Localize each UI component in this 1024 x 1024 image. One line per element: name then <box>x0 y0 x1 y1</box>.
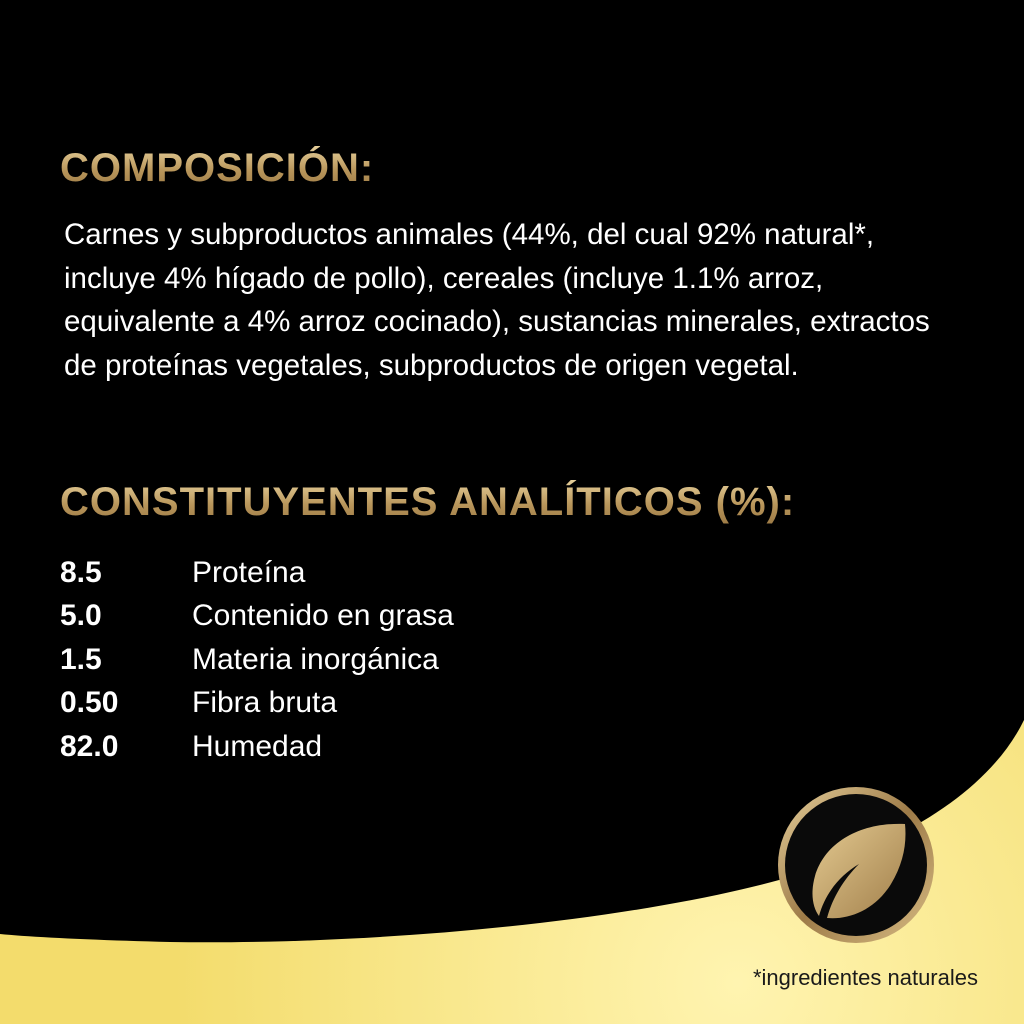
composition-text: Carnes y subproductos animales (44%, del cual 92% natural*, incluye 4% hígado de pollo), cereales (incluye 1.1% arroz, equivalente a 4% arroz cocinado), sustancias minerales, extractos de proteínas vegetales, subproductos de origen vegetal. <box>64 218 930 382</box>
analytics-label: Proteína <box>192 555 306 589</box>
analytics-list <box>60 551 454 769</box>
analytics-row <box>60 595 454 639</box>
analytics-row <box>60 638 454 682</box>
analytics-value: 82.0 <box>60 729 119 763</box>
composition-heading: COMPOSICIÓN: <box>60 146 375 190</box>
analytics-value: 5.0 <box>60 599 102 633</box>
analytics-label: Humedad <box>192 729 323 763</box>
natural-badge <box>775 784 937 946</box>
analytics-value: 0.50 <box>60 686 119 720</box>
analytics-label: Fibra bruta <box>192 686 338 720</box>
analytics-label: Contenido en grasa <box>192 599 454 633</box>
analytics-row <box>60 551 454 595</box>
analytics-label: Materia inorgánica <box>192 642 439 676</box>
analytics-value: 1.5 <box>60 642 102 676</box>
analytics-row <box>60 682 454 726</box>
analytics-value: 8.5 <box>60 555 102 589</box>
analytics-heading: CONSTITUYENTES ANALÍTICOS (%): <box>60 480 796 524</box>
footnote: *ingredientes naturales <box>752 965 978 990</box>
analytics-row <box>60 725 454 769</box>
